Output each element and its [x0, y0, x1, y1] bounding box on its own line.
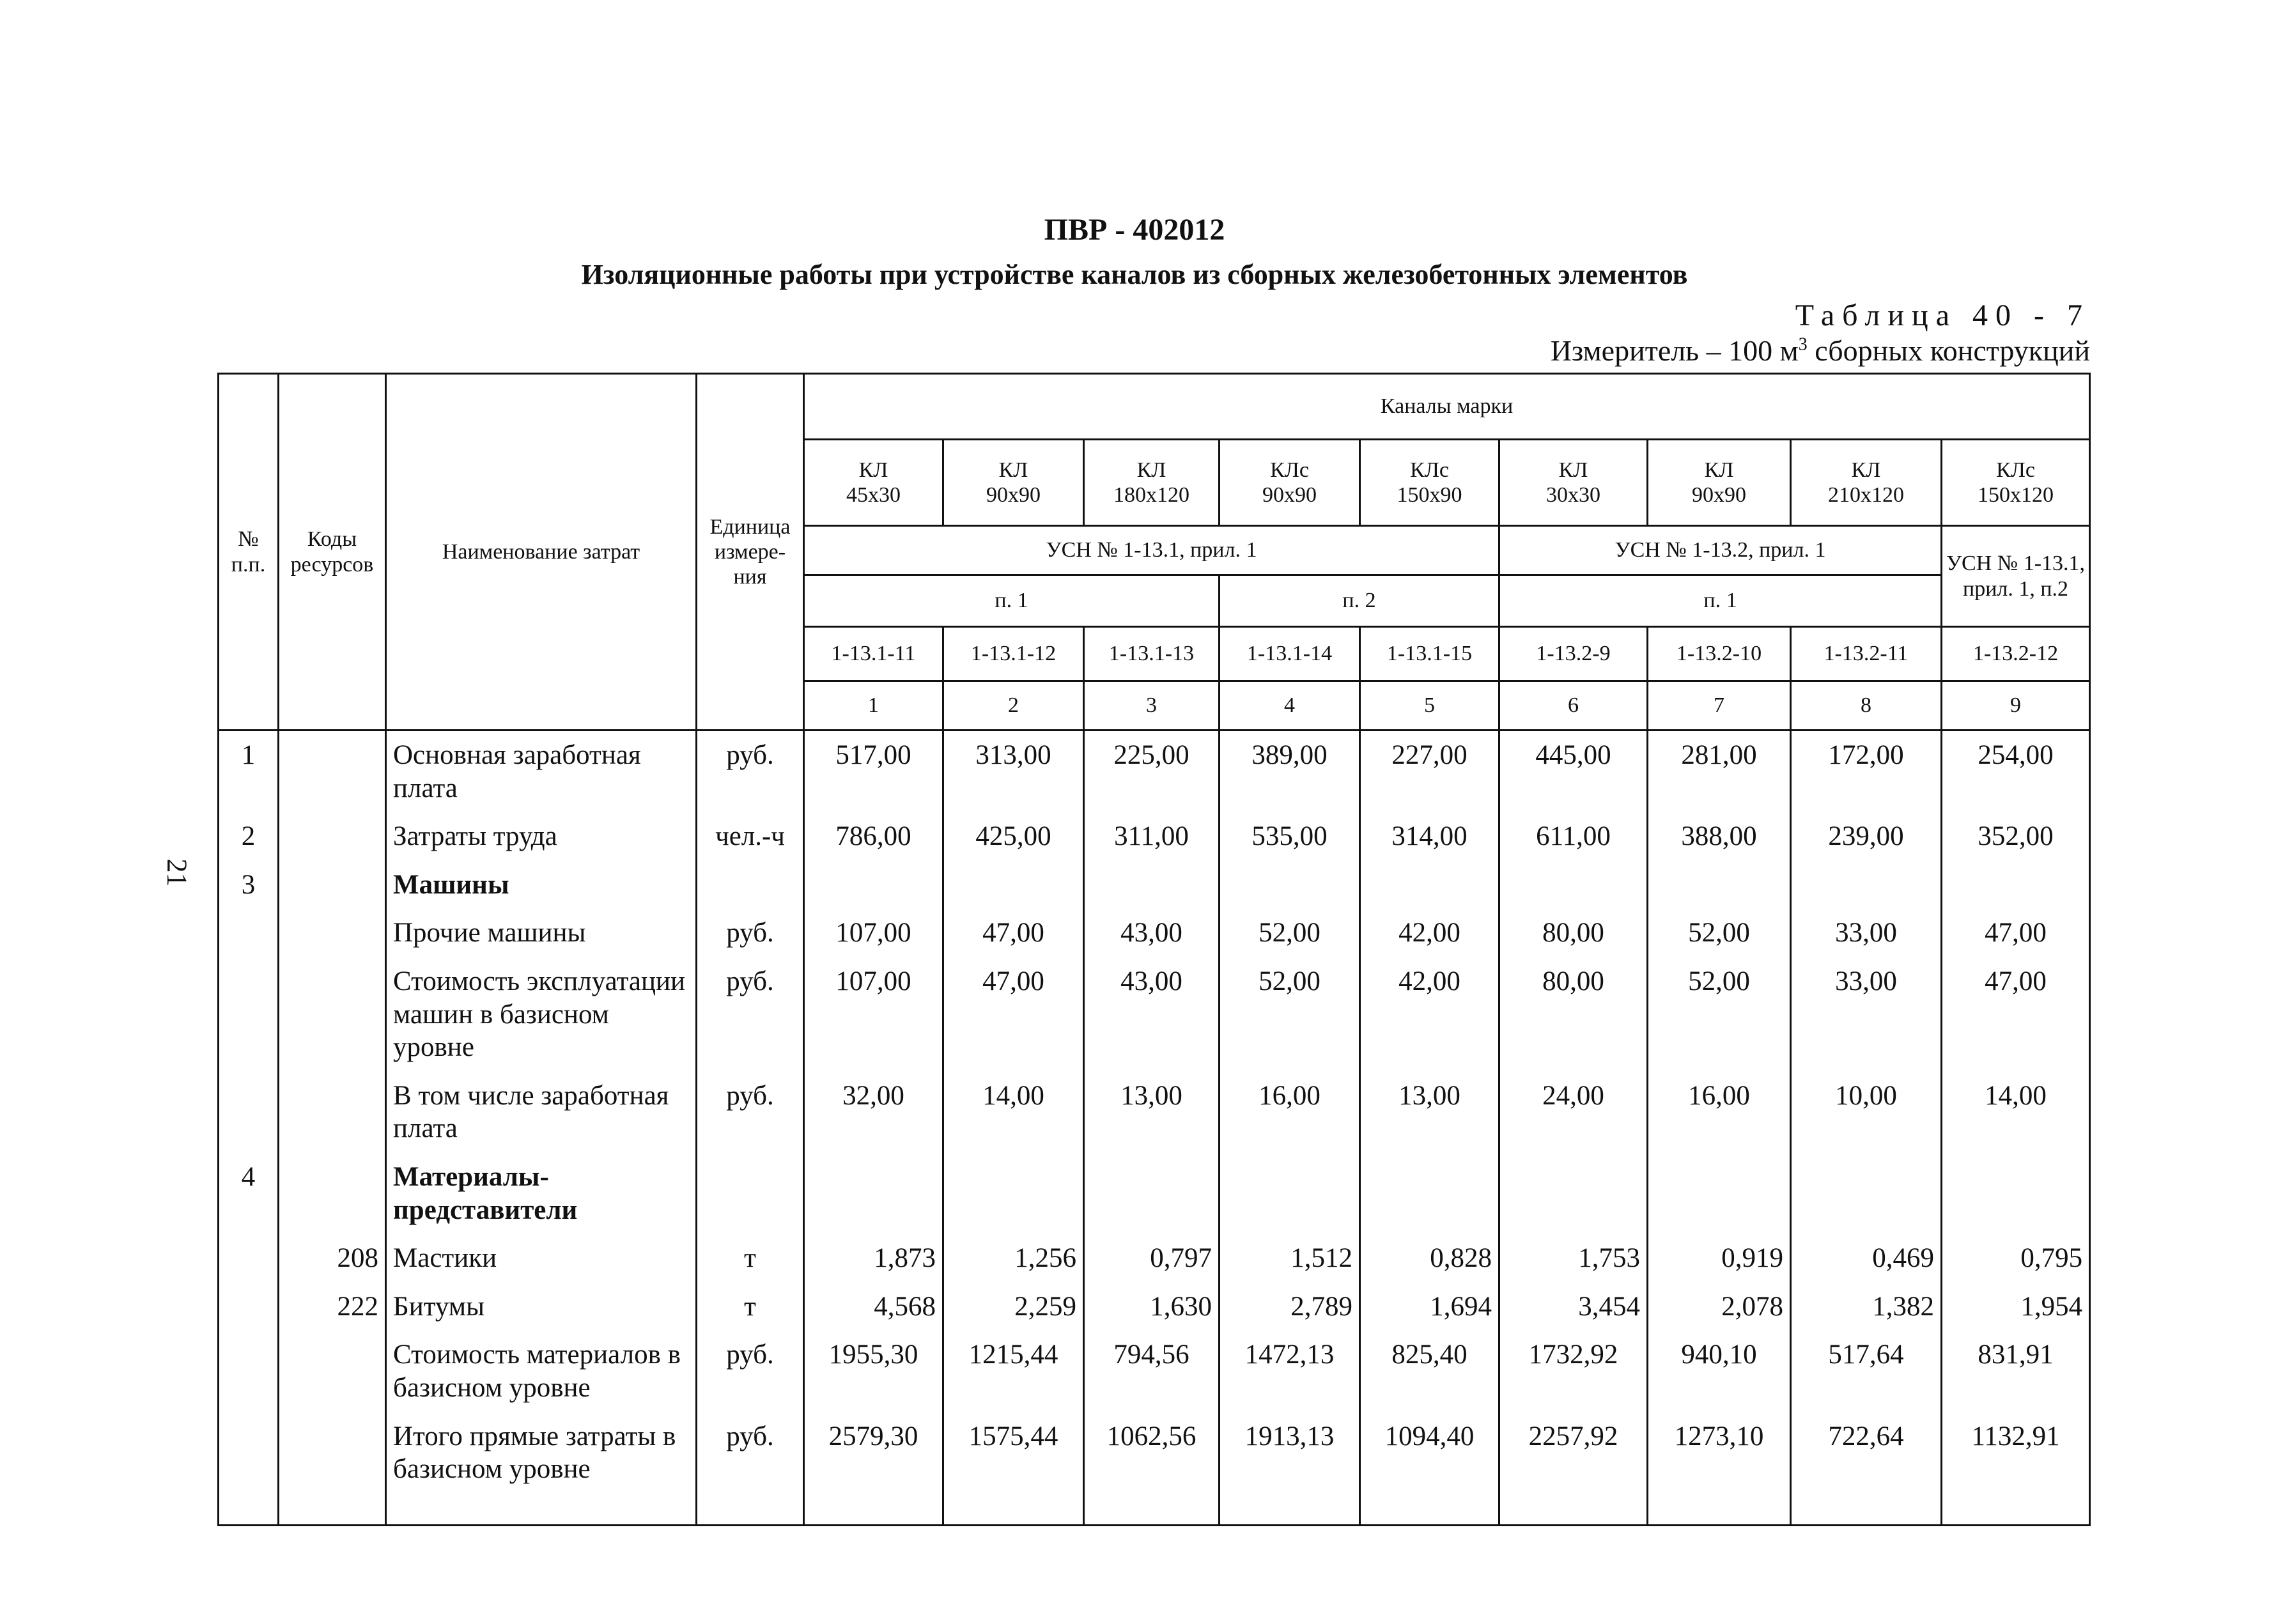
row-name: Прочие машины	[386, 909, 697, 957]
row-value: 1,873	[804, 1234, 943, 1283]
row-value: 10,00	[1791, 1072, 1942, 1153]
mark-type: КЛ	[1704, 458, 1734, 482]
row-number	[219, 1331, 279, 1412]
row-name: Затраты труда	[386, 812, 697, 861]
mark-type: КЛ	[1558, 458, 1588, 482]
header-mark	[1499, 440, 1648, 526]
table-row	[219, 731, 2090, 813]
header-resource-code: 1-13.1-13	[1084, 627, 1220, 681]
row-value: 425,00	[943, 812, 1084, 861]
mark-size: 150х120	[1978, 483, 2054, 507]
header-mark	[1220, 440, 1360, 526]
header-column-index: 2	[943, 681, 1084, 731]
header-resource-code: 1-13.1-12	[943, 627, 1084, 681]
row-number	[219, 957, 279, 1072]
row-value: 2579,30	[804, 1412, 943, 1526]
header-p3: п. 1	[1499, 575, 1942, 627]
row-value: 4,568	[804, 1283, 943, 1331]
row-value: 0,469	[1791, 1234, 1942, 1283]
header-resource-code: 1-13.1-11	[804, 627, 943, 681]
row-name: Материалы-представители	[386, 1153, 697, 1234]
row-number	[219, 1412, 279, 1526]
header-resource-code: 1-13.2-11	[1791, 627, 1942, 681]
row-value	[943, 861, 1084, 909]
row-value: 47,00	[1942, 909, 2090, 957]
row-value: 1,954	[1942, 1283, 2090, 1331]
row-value: 239,00	[1791, 812, 1942, 861]
header-mark	[804, 440, 943, 526]
row-value: 16,00	[1220, 1072, 1360, 1153]
row-value: 172,00	[1791, 731, 1942, 813]
row-unit: т	[697, 1283, 804, 1331]
row-value: 14,00	[1942, 1072, 2090, 1153]
row-value: 445,00	[1499, 731, 1648, 813]
mark-size: 45х30	[846, 483, 901, 507]
row-value: 1132,91	[1942, 1412, 2090, 1526]
measure-suffix: сборных конструкций	[1807, 334, 2090, 367]
row-value: 52,00	[1220, 957, 1360, 1072]
table-row	[219, 861, 2090, 909]
row-resource-code: 222	[279, 1283, 386, 1331]
row-value: 1062,56	[1084, 1412, 1220, 1526]
header-channels: Каналы марки	[804, 374, 2090, 440]
row-value: 107,00	[804, 957, 943, 1072]
row-value: 1,382	[1791, 1283, 1942, 1331]
measure-sup: 3	[1798, 334, 1808, 355]
header-column-index: 7	[1648, 681, 1791, 731]
table-row	[219, 1072, 2090, 1153]
header-column-index: 8	[1791, 681, 1942, 731]
cost-table	[217, 373, 2091, 1526]
row-unit: чел.-ч	[697, 812, 804, 861]
row-value: 225,00	[1084, 731, 1220, 813]
row-value	[1360, 861, 1499, 909]
row-value: 2,789	[1220, 1283, 1360, 1331]
row-value: 517,00	[804, 731, 943, 813]
row-value	[1499, 861, 1648, 909]
header-mark	[1084, 440, 1220, 526]
mark-type: КЛ	[1136, 458, 1166, 482]
row-value: 32,00	[804, 1072, 943, 1153]
row-unit	[697, 861, 804, 909]
header-name: Наименование затрат	[386, 374, 697, 731]
row-value: 13,00	[1084, 1072, 1220, 1153]
row-value	[1942, 861, 2090, 909]
mark-size: 150х90	[1397, 483, 1462, 507]
measure-unit	[1551, 334, 2090, 367]
document-code: ПВР - 402012	[1044, 213, 1225, 247]
row-value	[943, 1153, 1084, 1234]
header-usn-3: УСН № 1-13.1, прил. 1, п.2	[1942, 526, 2090, 627]
row-resource-code	[279, 861, 386, 909]
row-value	[1791, 861, 1942, 909]
row-value: 1,512	[1220, 1234, 1360, 1283]
header-mark	[1791, 440, 1942, 526]
row-resource-code	[279, 812, 386, 861]
row-name: Основная заработная плата	[386, 731, 697, 813]
row-unit: руб.	[697, 957, 804, 1072]
table-row	[219, 1234, 2090, 1283]
header-num: № п.п.	[219, 374, 279, 731]
row-number: 3	[219, 861, 279, 909]
row-value: 1732,92	[1499, 1331, 1648, 1412]
row-value	[1499, 1153, 1648, 1234]
table-row	[219, 812, 2090, 861]
row-unit: руб.	[697, 1331, 804, 1412]
row-value: 786,00	[804, 812, 943, 861]
row-value: 1,630	[1084, 1283, 1220, 1331]
row-value: 254,00	[1942, 731, 2090, 813]
header-codes: Коды ресурсов	[279, 374, 386, 731]
row-unit: руб.	[697, 909, 804, 957]
row-value	[1648, 1153, 1791, 1234]
row-value: 1913,13	[1220, 1412, 1360, 1526]
row-value: 0,795	[1942, 1234, 2090, 1283]
mark-type: КЛс	[1996, 458, 2035, 482]
row-number	[219, 909, 279, 957]
row-resource-code	[279, 1153, 386, 1234]
row-value: 13,00	[1360, 1072, 1499, 1153]
row-value: 0,828	[1360, 1234, 1499, 1283]
row-resource-code	[279, 731, 386, 813]
row-value: 611,00	[1499, 812, 1648, 861]
row-value	[1220, 861, 1360, 909]
row-value: 47,00	[943, 957, 1084, 1072]
mark-size: 30х30	[1546, 483, 1600, 507]
header-resource-code: 1-13.2-9	[1499, 627, 1648, 681]
header-unit: Единица измере-ния	[697, 374, 804, 731]
row-number: 1	[219, 731, 279, 813]
header-column-index: 3	[1084, 681, 1220, 731]
header-column-index: 9	[1942, 681, 2090, 731]
row-unit: т	[697, 1234, 804, 1283]
row-value: 1575,44	[943, 1412, 1084, 1526]
row-value: 1472,13	[1220, 1331, 1360, 1412]
row-value: 794,56	[1084, 1331, 1220, 1412]
row-value: 535,00	[1220, 812, 1360, 861]
row-resource-code	[279, 957, 386, 1072]
row-value: 43,00	[1084, 909, 1220, 957]
row-value: 42,00	[1360, 909, 1499, 957]
table-row	[219, 1153, 2090, 1234]
header-usn-2: УСН № 1-13.2, прил. 1	[1499, 526, 1942, 575]
row-value: 1273,10	[1648, 1412, 1791, 1526]
row-name: Мастики	[386, 1234, 697, 1283]
row-value: 14,00	[943, 1072, 1084, 1153]
row-value: 43,00	[1084, 957, 1220, 1072]
row-value: 0,919	[1648, 1234, 1791, 1283]
row-resource-code	[279, 1072, 386, 1153]
row-value: 314,00	[1360, 812, 1499, 861]
row-number: 2	[219, 812, 279, 861]
row-value: 16,00	[1648, 1072, 1791, 1153]
row-name: Битумы	[386, 1283, 697, 1331]
row-value: 313,00	[943, 731, 1084, 813]
row-value	[1360, 1153, 1499, 1234]
table-row	[219, 1331, 2090, 1412]
measure-prefix: Измеритель – 100 м	[1550, 334, 1799, 367]
page-number: 21	[161, 858, 193, 887]
row-value: 388,00	[1648, 812, 1791, 861]
row-value: 107,00	[804, 909, 943, 957]
row-value: 0,797	[1084, 1234, 1220, 1283]
mark-type: КЛс	[1410, 458, 1449, 482]
row-unit: руб.	[697, 731, 804, 813]
row-value: 33,00	[1791, 957, 1942, 1072]
table-row	[219, 1412, 2090, 1526]
mark-size: 180х120	[1113, 483, 1189, 507]
table-row	[219, 1283, 2090, 1331]
mark-size: 90х90	[1262, 483, 1317, 507]
header-p2: п. 2	[1220, 575, 1499, 627]
row-value	[1084, 1153, 1220, 1234]
header-usn-1: УСН № 1-13.1, прил. 1	[804, 526, 1499, 575]
row-value: 825,40	[1360, 1331, 1499, 1412]
row-number	[219, 1234, 279, 1283]
mark-size: 210х120	[1828, 483, 1904, 507]
row-value	[1084, 861, 1220, 909]
row-name: Стоимость эксплуатации машин в базисном уровне	[386, 957, 697, 1072]
mark-type: КЛ	[1851, 458, 1881, 482]
header-mark	[943, 440, 1084, 526]
row-value: 311,00	[1084, 812, 1220, 861]
header-resource-code: 1-13.2-12	[1942, 627, 2090, 681]
mark-size: 90х90	[1692, 483, 1746, 507]
header-column-index: 1	[804, 681, 943, 731]
row-value: 1,753	[1499, 1234, 1648, 1283]
row-value: 80,00	[1499, 957, 1648, 1072]
header-resource-code: 1-13.1-14	[1220, 627, 1360, 681]
row-value	[804, 1153, 943, 1234]
row-value: 1,694	[1360, 1283, 1499, 1331]
row-number: 4	[219, 1153, 279, 1234]
row-value: 80,00	[1499, 909, 1648, 957]
row-value: 227,00	[1360, 731, 1499, 813]
row-value: 3,454	[1499, 1283, 1648, 1331]
row-value: 389,00	[1220, 731, 1360, 813]
row-resource-code	[279, 1331, 386, 1412]
header-column-index: 4	[1220, 681, 1360, 731]
mark-type: КЛс	[1270, 458, 1309, 482]
row-value: 2257,92	[1499, 1412, 1648, 1526]
row-value: 281,00	[1648, 731, 1791, 813]
mark-size: 90х90	[986, 483, 1041, 507]
row-value: 52,00	[1648, 909, 1791, 957]
document-title: Изоляционные работы при устройстве каналов из сборных железобетонных элементов	[581, 259, 1688, 290]
row-value: 1094,40	[1360, 1412, 1499, 1526]
row-value: 24,00	[1499, 1072, 1648, 1153]
header-mark	[1648, 440, 1791, 526]
row-value: 33,00	[1791, 909, 1942, 957]
table-row	[219, 957, 2090, 1072]
row-value: 517,64	[1791, 1331, 1942, 1412]
row-resource-code	[279, 909, 386, 957]
header-mark	[1360, 440, 1499, 526]
table-caption: Таблица 40 - 7	[1795, 298, 2090, 332]
row-name: Итого прямые затраты в базисном уровне	[386, 1412, 697, 1526]
row-value: 52,00	[1220, 909, 1360, 957]
row-unit: руб.	[697, 1072, 804, 1153]
row-value: 47,00	[943, 909, 1084, 957]
row-value	[804, 861, 943, 909]
row-resource-code	[279, 1412, 386, 1526]
row-value: 2,259	[943, 1283, 1084, 1331]
row-value: 52,00	[1648, 957, 1791, 1072]
row-value: 940,10	[1648, 1331, 1791, 1412]
mark-type: КЛ	[858, 458, 888, 482]
row-name: Стоимость материалов в базисном уровне	[386, 1331, 697, 1412]
row-value: 2,078	[1648, 1283, 1791, 1331]
header-resource-code: 1-13.1-15	[1360, 627, 1499, 681]
row-value: 42,00	[1360, 957, 1499, 1072]
header-column-index: 5	[1360, 681, 1499, 731]
header-mark	[1942, 440, 2090, 526]
row-number	[219, 1283, 279, 1331]
header-p1: п. 1	[804, 575, 1220, 627]
row-unit	[697, 1153, 804, 1234]
row-value: 1955,30	[804, 1331, 943, 1412]
row-name: В том числе заработная плата	[386, 1072, 697, 1153]
row-resource-code: 208	[279, 1234, 386, 1283]
row-value: 1215,44	[943, 1331, 1084, 1412]
row-value: 47,00	[1942, 957, 2090, 1072]
row-value: 1,256	[943, 1234, 1084, 1283]
row-unit: руб.	[697, 1412, 804, 1526]
row-value: 722,64	[1791, 1412, 1942, 1526]
row-number	[219, 1072, 279, 1153]
header-column-index: 6	[1499, 681, 1648, 731]
row-value	[1648, 861, 1791, 909]
table-row	[219, 909, 2090, 957]
row-value	[1942, 1153, 2090, 1234]
row-value	[1220, 1153, 1360, 1234]
mark-type: КЛ	[998, 458, 1028, 482]
row-value: 352,00	[1942, 812, 2090, 861]
row-value: 831,91	[1942, 1331, 2090, 1412]
header-resource-code: 1-13.2-10	[1648, 627, 1791, 681]
row-value	[1791, 1153, 1942, 1234]
row-name: Машины	[386, 861, 697, 909]
